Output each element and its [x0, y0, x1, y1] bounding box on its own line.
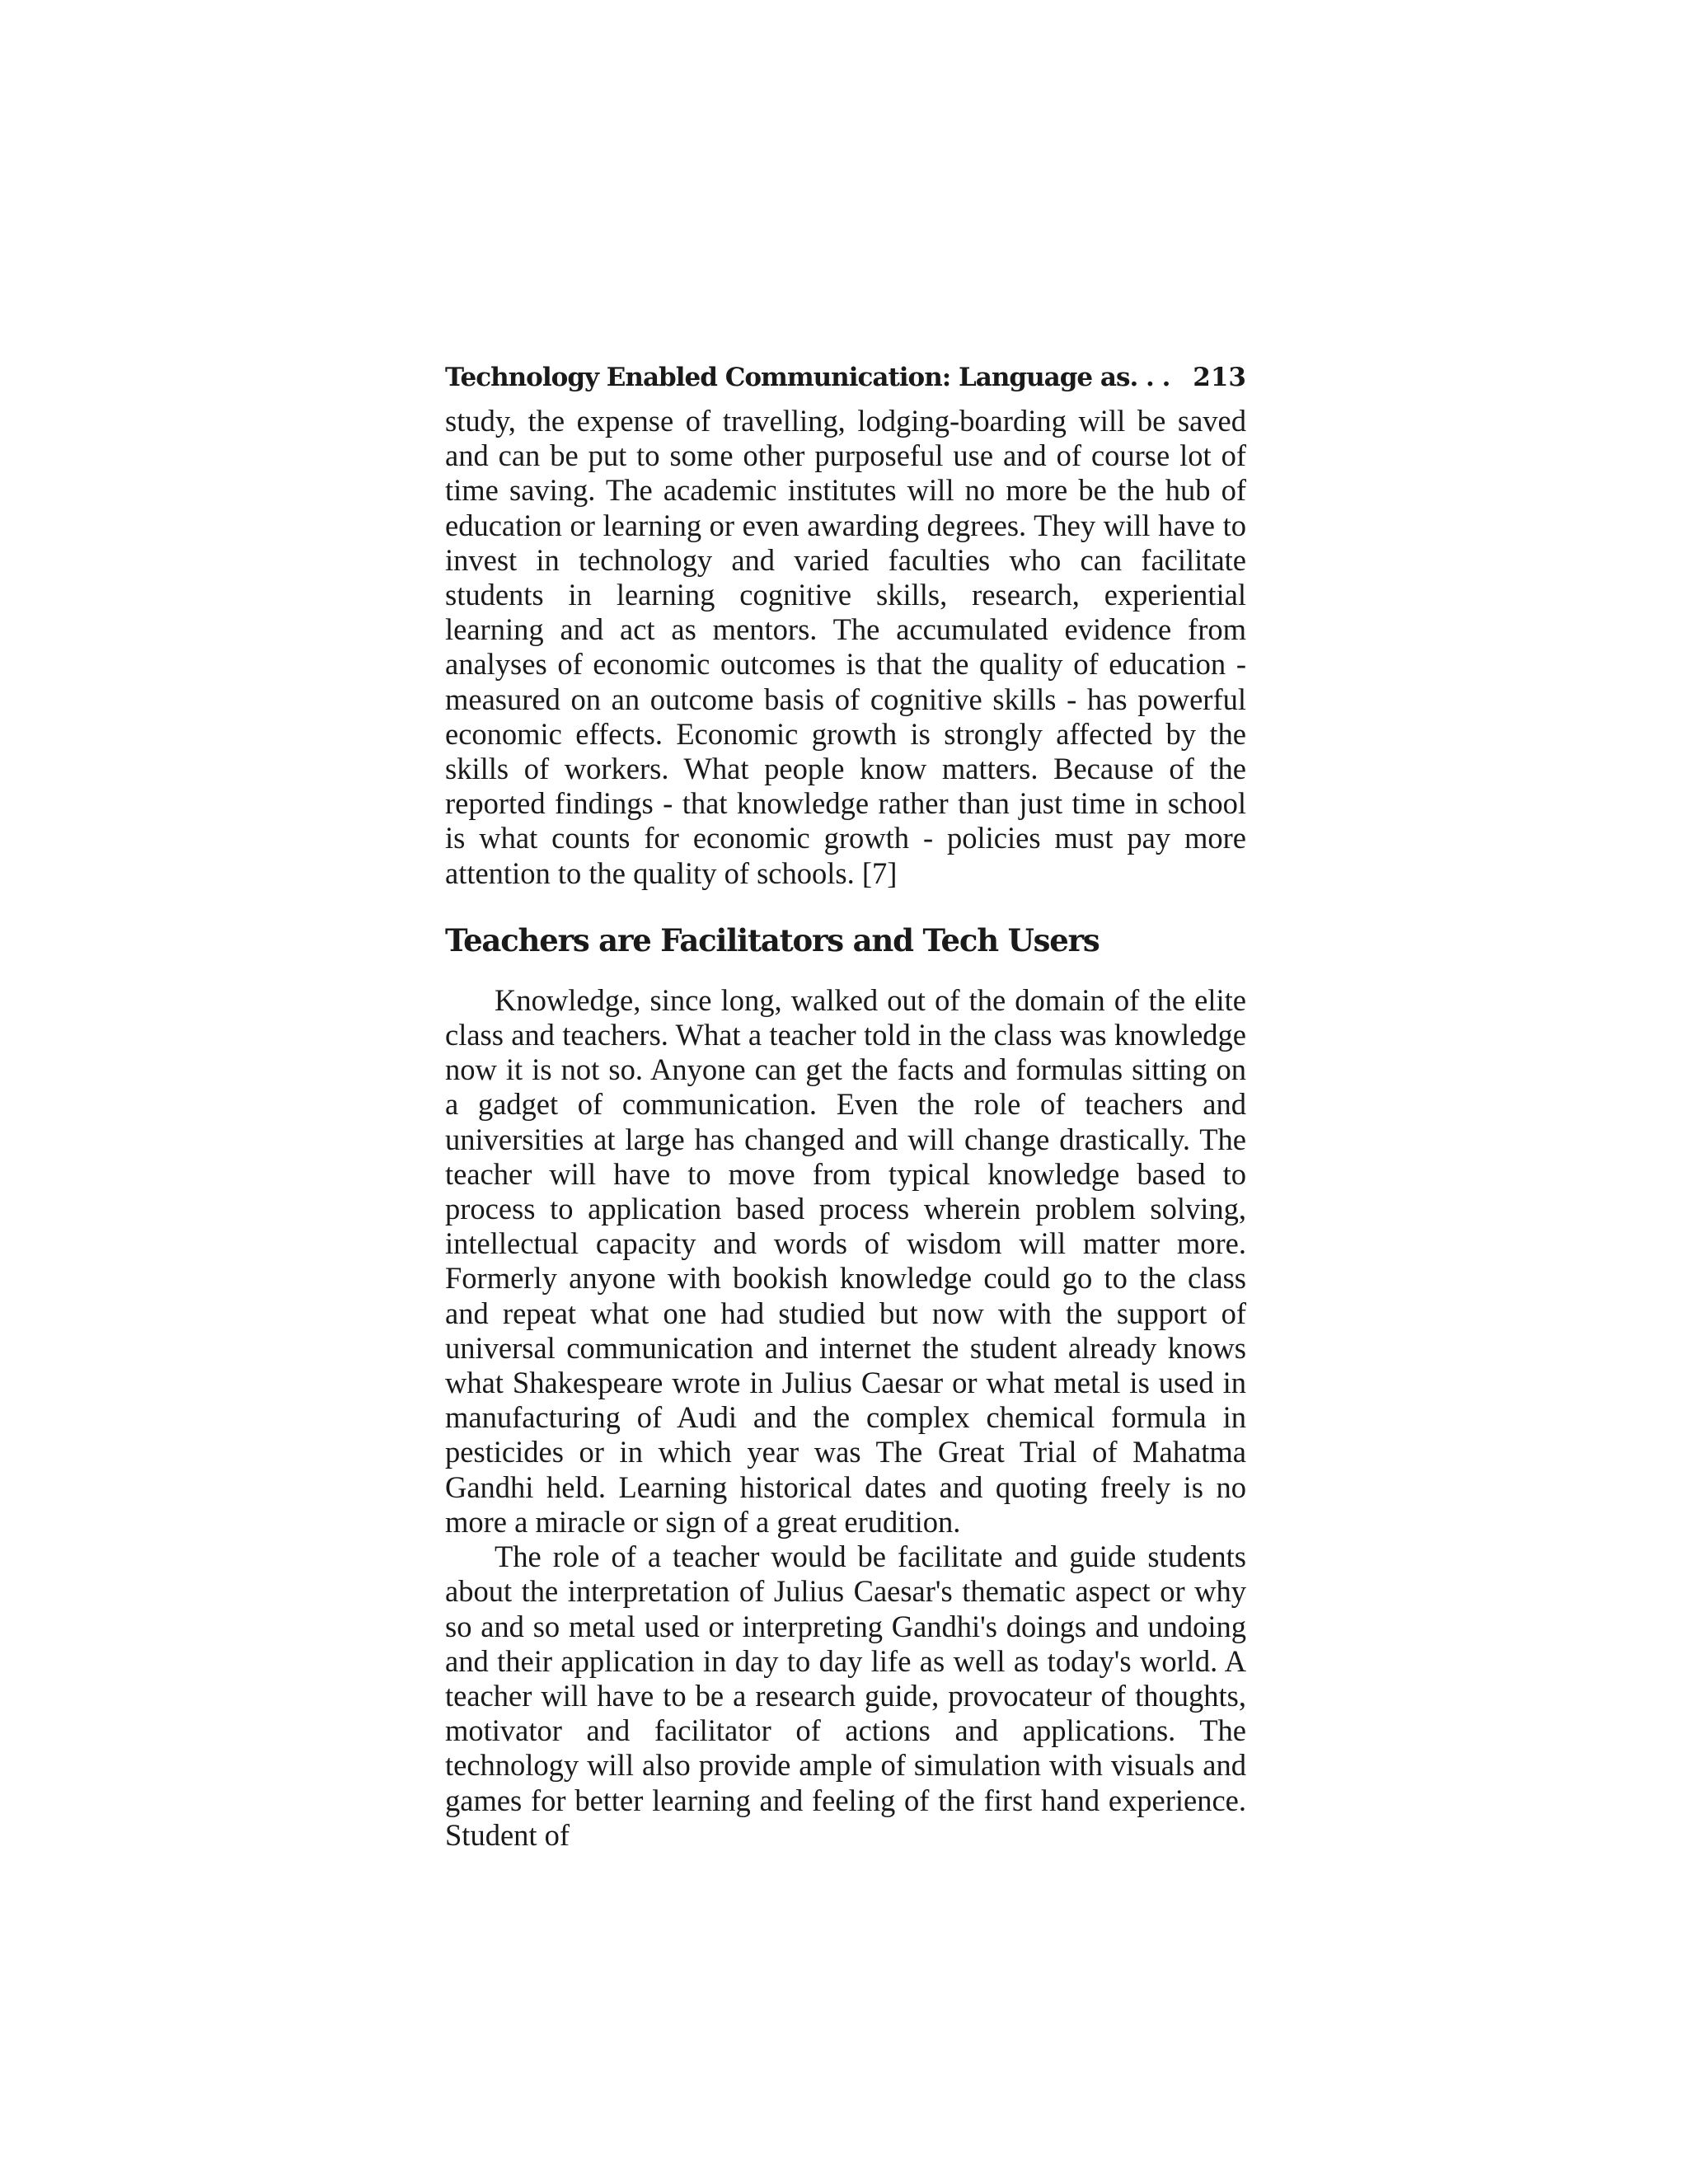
section-heading: Teachers are Facilitators and Tech Users: [445, 921, 1100, 958]
body-paragraph: The role of a teacher would be facilitate and guide students about the interpretation of Julius Caesar's thematic aspect or why so and so metal used or interpreting Gandhi's doings and undoing and their application in day to day life as well as today's world. A teacher will have to be a research guide, provocateur of thoughts, motivator and facilitator of actions and applications. The technology will also provide ample of simulation with visuals and games for better learning and feeling of the first hand experience. Student of: [445, 1540, 1246, 1852]
running-title: Technology Enabled Communication: Language as. . .: [445, 363, 1170, 392]
page-number: 213: [1193, 363, 1246, 392]
book-page: [445, 363, 1246, 1853]
body-paragraph: study, the expense of travelling, lodging-boarding will be saved and can be put to some other purposeful use and of course lot of time saving. The academic institutes will no more be the hub of education or learning or even awarding degrees. They will have to invest in technology and varied faculties who can facilitate students in learning cognitive skills, research, experiential learning and act as mentors. The accumulated evidence from analyses of economic outcomes is that the quality of education - measured on an outcome basis of cognitive skills - has powerful economic effects. Economic growth is strongly affected by the skills of workers. What people know matters. Because of the reported findings - that knowledge rather than just time in school is what counts for economic growth - policies must pay more attention to the quality of schools. [7]: [445, 404, 1246, 890]
running-header: [445, 363, 1246, 396]
body-paragraph: Knowledge, since long, walked out of the domain of the elite class and teachers. What a teacher told in the class was knowledge now it is not so. Anyone can get the facts and formulas sitting on a gadget of communication. Even the role of teachers and universities at large has changed and will change drastically. The teacher will have to move from typical knowledge based to process to application based process wherein problem solving, intellectual capacity and words of wisdom will matter more. Formerly anyone with bookish knowledge could go to the class and repeat what one had studied but now with the support of universal communication and internet the student already knows what Shakespeare wrote in Julius Caesar or what metal is used in manufacturing of Audi and the complex chemical formula in pesticides or in which year was The Great Trial of Mahatma Gandhi held. Learning historical dates and quoting freely is no more a miracle or sign of a great erudition.: [445, 982, 1246, 1539]
